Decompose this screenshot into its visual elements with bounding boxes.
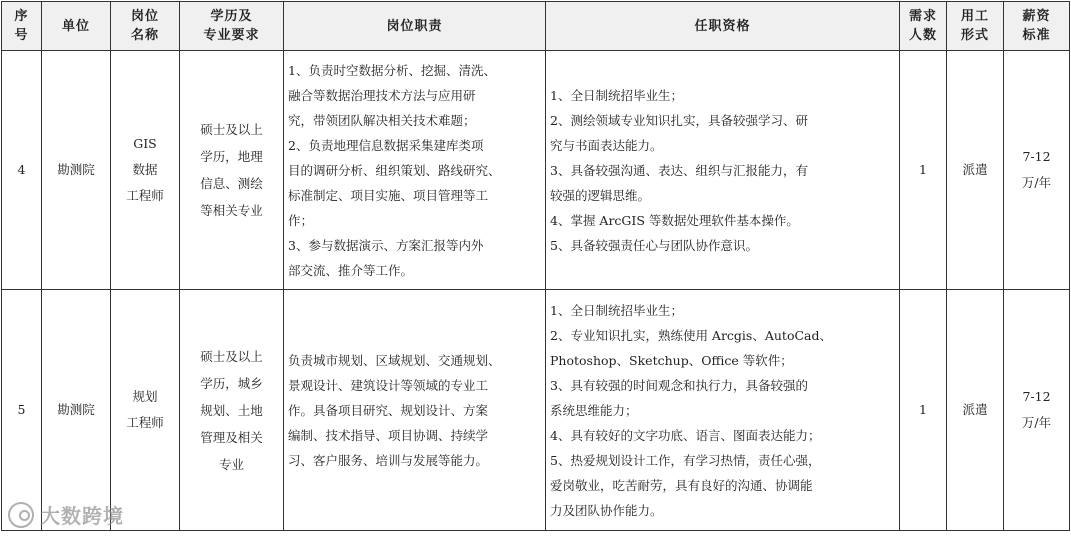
text-line: 单位 — [61, 18, 90, 34]
text-line: 5、具备较强责任心与团队协作意识。 — [550, 237, 758, 253]
text-line: 景观设计、建筑设计等领域的专业工 — [288, 377, 489, 393]
text-line: 规划、土地 — [200, 402, 263, 418]
text-line: 用工 — [960, 9, 989, 24]
text-line: 标准制定、项目实施、项目管理等工 — [288, 187, 489, 203]
header-duties — [284, 2, 546, 51]
cell-duties — [284, 51, 546, 290]
text-line: 1、负责时空数据分析、挖掘、清洗、 — [288, 62, 496, 78]
text-line: 部交流、推介等工作。 — [288, 262, 414, 278]
text-line: 2、负责地理信息数据采集建库类项 — [288, 137, 484, 153]
text-line: 2、测绘领域专业知识扎实，具备较强学习、研 — [550, 112, 808, 128]
header-seq — [2, 2, 42, 51]
cell-post — [111, 51, 180, 290]
text-line: 习、客户服务、培训与发展等能力。 — [288, 452, 489, 468]
cell-post — [111, 290, 180, 531]
text-line: 4、具有较好的文字功底、语言、图面表达能力； — [550, 427, 821, 443]
cell-unit: 勘测院 — [42, 51, 111, 290]
cell-salary — [1004, 51, 1070, 290]
text-line: 4、掌握 ArcGIS 等数据处理软件基本操作。 — [550, 212, 799, 228]
text-line: 人数 — [908, 28, 937, 43]
header-edu — [180, 2, 284, 51]
text-line: 3、具备较强沟通、表达、组织与汇报能力，有 — [550, 162, 808, 178]
text-line: 力及团队协作能力。 — [550, 502, 663, 518]
text-line: 7-12 — [1022, 389, 1051, 404]
cell-form: 派遣 — [947, 290, 1004, 531]
job-table — [1, 1, 1070, 531]
text-line: 究与书面表达能力。 — [550, 137, 663, 153]
text-line: 5、热爱规划设计工作，有学习热情，责任心强， — [550, 452, 821, 468]
text-line: 编制、技术指导、项目协调、持续学 — [288, 427, 489, 443]
text-line: 1、全日制统招毕业生； — [550, 302, 683, 318]
cell-num: 1 — [900, 290, 947, 531]
text-line: 融合等数据治理技术方法与应用研 — [288, 87, 476, 103]
text-line: 岗位职责 — [386, 18, 443, 34]
text-line: 管理及相关 — [200, 429, 263, 445]
text-line: 等相关专业 — [200, 203, 263, 218]
text-line: 工程师 — [126, 415, 164, 430]
text-line: 号 — [14, 28, 29, 43]
text-line: 学历及 — [210, 9, 253, 24]
text-line: 万/年 — [1021, 175, 1052, 190]
text-line: 作； — [288, 212, 314, 228]
text-line: 需求 — [908, 9, 937, 24]
text-line: 2、专业知识扎实，熟练使用 Arcgis、AutoCad、 — [550, 327, 832, 343]
header-row — [2, 2, 1070, 51]
text-line: 序 — [14, 9, 29, 24]
text-line: 名称 — [130, 28, 159, 43]
text-line: 学历，地理 — [200, 149, 263, 164]
cell-salary — [1004, 290, 1070, 531]
cell-qual — [546, 290, 900, 531]
text-line: 任职资格 — [694, 18, 751, 34]
text-line: 万/年 — [1021, 415, 1052, 430]
header-post — [111, 2, 180, 51]
text-line: Photoshop、Sketchup、Office 等软件； — [550, 352, 793, 368]
brand-logo-icon — [8, 502, 34, 528]
text-line: 岗位 — [130, 9, 159, 24]
text-line: 7-12 — [1022, 149, 1051, 164]
text-line: 专业要求 — [203, 28, 260, 43]
text-line: 系统思维能力； — [550, 402, 638, 418]
cell-unit: 勘测院 — [42, 290, 111, 531]
text-line: 硕士及以上 — [200, 348, 263, 364]
text-line: GIS — [133, 136, 157, 151]
text-line: 较强的逻辑思维。 — [550, 187, 651, 203]
header-salary — [1004, 2, 1070, 51]
text-line: 究，带领团队解决相关技术难题； — [288, 112, 476, 128]
text-line: 学历，城乡 — [200, 375, 263, 391]
cell-num: 1 — [900, 51, 947, 290]
watermark — [8, 500, 124, 529]
text-line: 负责城市规划、区域规划、交通规划、 — [288, 352, 501, 368]
watermark-text: 大数跨境 — [40, 504, 124, 528]
text-line: 爱岗敬业，吃苦耐劳，具有良好的沟通、协调能 — [550, 477, 813, 493]
header-unit — [42, 2, 111, 51]
cell-edu — [180, 290, 284, 531]
text-line: 1、全日制统招毕业生； — [550, 87, 683, 103]
text-line: 硕士及以上 — [200, 122, 263, 137]
text-line: 标准 — [1022, 28, 1051, 43]
header-form — [947, 2, 1004, 51]
text-line: 形式 — [960, 28, 989, 43]
text-line: 薪资 — [1022, 9, 1051, 24]
cell-edu — [180, 51, 284, 290]
text-line: 工程师 — [126, 188, 164, 203]
text-line: 信息、测绘 — [200, 176, 263, 191]
text-line: 规划 — [132, 389, 158, 404]
header-qual — [546, 2, 900, 51]
cell-form: 派遣 — [947, 51, 1004, 290]
text-line: 专业 — [218, 456, 244, 472]
text-line: 作。具备项目研究、规划设计、方案 — [288, 402, 489, 418]
text-line: 数据 — [132, 162, 158, 177]
table-row — [2, 290, 1070, 531]
table-row — [2, 51, 1070, 290]
cell-duties — [284, 290, 546, 531]
cell-seq: 5 — [2, 290, 42, 531]
header-num — [900, 2, 947, 51]
text-line: 3、具有较强的时间观念和执行力，具备较强的 — [550, 377, 808, 393]
cell-seq: 4 — [2, 51, 42, 290]
cell-qual — [546, 51, 900, 290]
text-line: 目的调研分析、组织策划、路线研究、 — [288, 162, 501, 178]
text-line: 3、参与数据演示、方案汇报等内外 — [288, 237, 484, 253]
